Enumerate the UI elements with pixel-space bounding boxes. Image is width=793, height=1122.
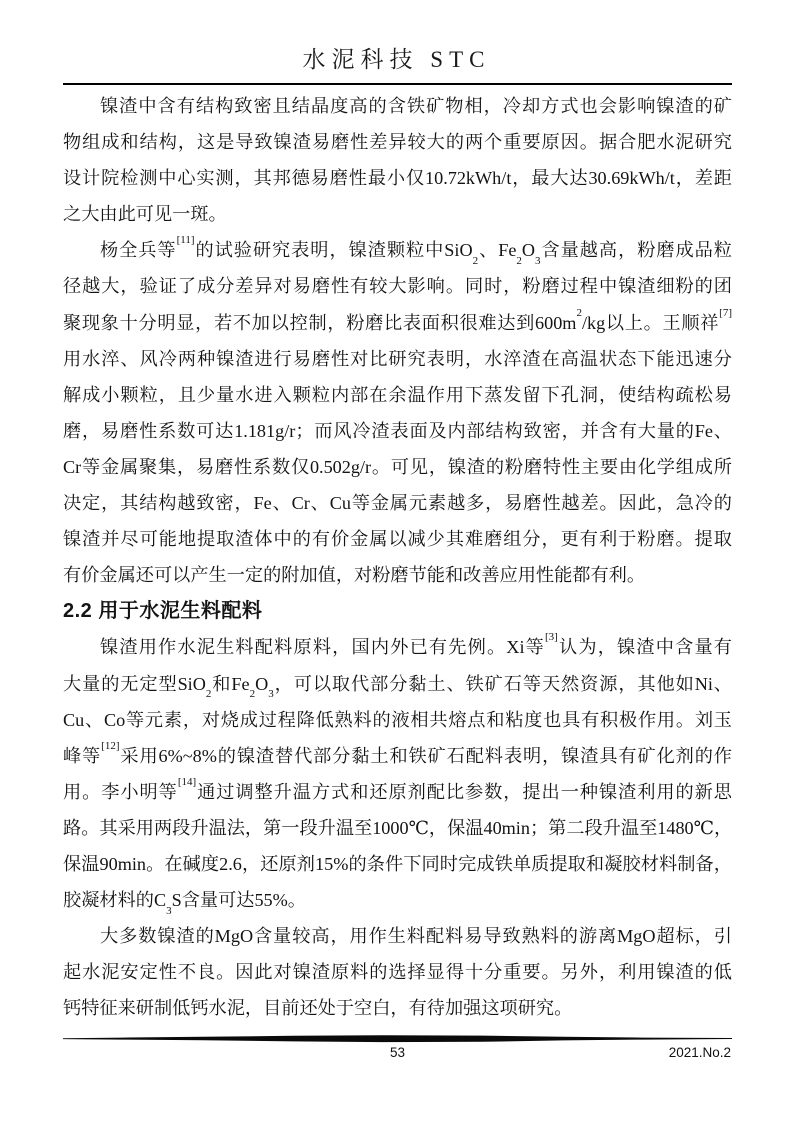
text-line: Cr等金属聚集，易磨性系数仅0.502g/r。可见，镍渣的粉磨特性主要由化学组成所	[63, 456, 732, 477]
issue-label: 2021.No.2	[668, 1045, 731, 1060]
text-line: 大量的无定型SiO$_2$和$Fe_2O_3$，可以取代部分黏土、铁矿石等天然资源，其他如Ni、	[63, 673, 732, 701]
text-line: 钙特征来研制低钙水泥，目前还处于空白，有待加强这项研究。	[63, 998, 573, 1019]
text-line: 镍渣中含有结构致密且结晶度高的含铁矿物相，冷却方式也会影响镍渣的矿	[100, 96, 732, 116]
section-heading: 2.2 用于水泥生料配料	[63, 600, 263, 623]
text-line: 镍渣并尽可能地提取渣体中的有价金属以减少其难磨组分，更有利于粉磨。提取	[63, 529, 732, 550]
text-line: 保温90min。在碱度2.6，还原剂15%的条件下同时完成铁单质提取和凝胶材料制备，	[63, 853, 732, 874]
article-body	[63, 88, 732, 1026]
text-line: 设计院检测中心实测，其邦德易磨性最小仅10.72kWh/t，最大达30.69kWh/t，差距	[63, 168, 732, 189]
text-line: 物组成和结构，这是导致镍渣易磨性差异较大的两个重要原因。据合肥水泥研究	[63, 132, 732, 153]
text-line: 起水泥安定性不良。因此对镍渣原料的选择显得十分重要。另外，利用镍渣的低	[63, 962, 732, 983]
paragraph	[63, 629, 732, 918]
text-line: 有价金属还可以产生一定的附加值，对粉磨节能和改善应用性能都有利。	[63, 565, 646, 586]
text-line: 大多数镍渣的MgO含量较高，用作生料配料易导致熟料的游离MgO超标，引	[100, 926, 732, 947]
text-line: 径越大，验证了成分差异对易磨性有较大影响。同时，粉磨过程中镍渣细粉的团	[63, 276, 732, 297]
text-line: 聚现象十分明显，若不加以控制，粉磨比表面积很难达到$600m^2/kg$以上。王顺祥[7]	[63, 306, 732, 333]
text-line: 用。李小明等[14]通过调整升温方式和还原剂配比参数，提出一种镍渣利用的新思	[63, 775, 732, 802]
text-line: 胶凝材料的$C_3S$含量可达55%。	[63, 890, 306, 917]
text-line: 解成小颗粒，且少量水进入颗粒内部在余温作用下蒸发留下孔洞，使结构疏松易	[63, 384, 732, 405]
text-line: Cu、Co等元素，对烧成过程降低熟料的液相共熔点和粘度也具有积极作用。刘玉	[63, 709, 732, 730]
footer-rule	[63, 1034, 732, 1044]
text-line: 决定，其结构越致密，Fe、Cr、Cu等金属元素越多，易磨性越差。因此，急冷的	[63, 493, 732, 514]
journal-title: 水泥科技 STC	[302, 47, 491, 72]
text-line: 峰等[12]采用6%~8%的镍渣替代部分黏土和铁矿石配料表明，镍渣具有矿化剂的作	[63, 739, 732, 766]
text-line: 路。其采用两段升温法，第一段升温至1000℃，保温40min；第二段升温至1480℃，	[63, 817, 733, 838]
text-line: 用水淬、风冷两种镍渣进行易磨性对比研究表明，水淬渣在高温状态下能迅速分	[63, 348, 732, 369]
text-line: 杨全兵等[11]的试验研究表明，镍渣颗粒中SiO$_2$、$Fe_2O_3$含量越高，粉磨成品粒	[100, 234, 732, 268]
text-line: 镍渣用作水泥生料配料原料，国内外已有先例。Xi等[3]认为，镍渣中含量有	[100, 631, 732, 658]
paragraph	[63, 232, 732, 593]
paragraph	[63, 88, 732, 232]
page-number: 53	[389, 1045, 406, 1060]
text-line: 磨，易磨性系数可达1.181g/r；而风冷渣表面及内部结构致密，并含有大量的Fe、	[63, 420, 732, 441]
paragraph	[63, 918, 732, 1026]
text-line: 之大由此可见一斑。	[63, 204, 227, 225]
header-rule	[63, 83, 732, 85]
